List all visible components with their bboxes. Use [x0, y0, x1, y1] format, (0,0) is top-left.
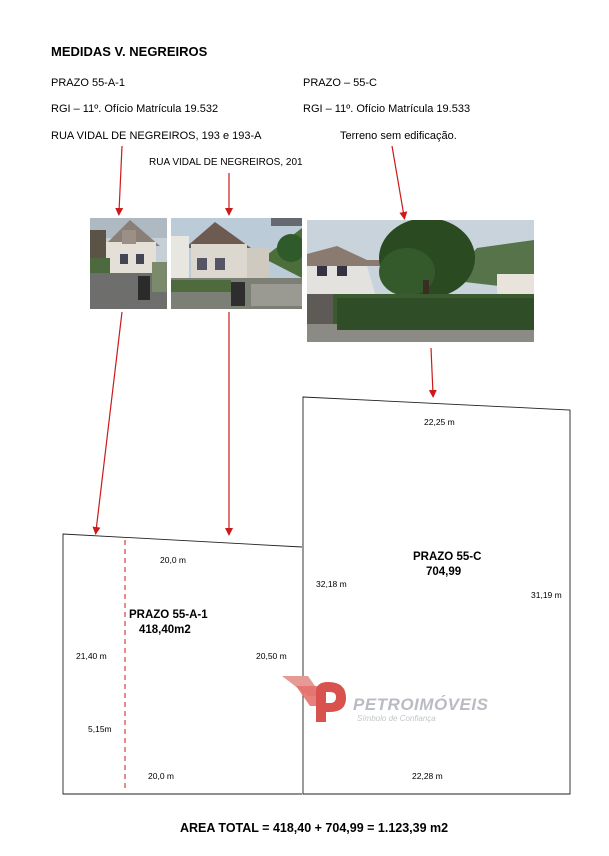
- plot-a-right-dimension: 20,50 m: [256, 651, 287, 661]
- right-prazo-label: PRAZO – 55-C: [303, 77, 377, 89]
- plot-c-top-dimension: 22,25 m: [424, 417, 455, 427]
- arrow-photo3-to-plot-c: [431, 348, 433, 394]
- left-address-label: RUA VIDAL DE NEGREIROS, 193 e 193-A: [51, 130, 262, 142]
- left-address2-label: RUA VIDAL DE NEGREIROS, 201: [149, 157, 303, 168]
- plot-a-area: 418,40m2: [139, 624, 191, 636]
- watermark-slogan: Símbolo de Confiança: [357, 714, 436, 723]
- arrow-note-to-photo3: [392, 146, 404, 216]
- petroimoveis-logo-icon: [282, 672, 354, 724]
- plot-c-area: 704,99: [426, 566, 462, 578]
- plot-a-title: PRAZO 55-A-1: [129, 609, 208, 621]
- right-rgi-label: RGI – 11º. Ofício Matrícula 19.533: [303, 103, 471, 115]
- page-title: MEDIDAS V. NEGREIROS: [51, 44, 208, 59]
- plot-a-left-dimension: 21,40 m: [76, 651, 107, 661]
- plot-c-title: PRAZO 55-C: [413, 551, 482, 563]
- area-total: AREA TOTAL = 418,40 + 704,99 = 1.123,39 m2: [180, 821, 449, 835]
- left-rgi-label: RGI – 11º. Ofício Matrícula 19.532: [51, 103, 219, 115]
- plot-c-bottom-dimension: 22,28 m: [412, 771, 443, 781]
- plot-c-right-dimension: 31,19 m: [531, 590, 562, 600]
- left-prazo-label: PRAZO 55-A-1: [51, 77, 125, 89]
- watermark-brand: PETROIMÓVEIS: [353, 695, 489, 714]
- right-note-label: Terreno sem edificação.: [340, 130, 457, 142]
- arrow-photo1-to-plot-a: [96, 312, 122, 531]
- plot-a-top-dimension: 20,0 m: [160, 555, 186, 565]
- plot-a-inner-dimension: 5,15m: [88, 724, 112, 734]
- plot-a-outline: [63, 534, 302, 794]
- plot-c-outline: [303, 397, 570, 794]
- arrow-address-to-photo1: [119, 146, 122, 212]
- plot-c-left-dimension: 32,18 m: [316, 579, 347, 589]
- plot-a-bottom-dimension: 20,0 m: [148, 771, 174, 781]
